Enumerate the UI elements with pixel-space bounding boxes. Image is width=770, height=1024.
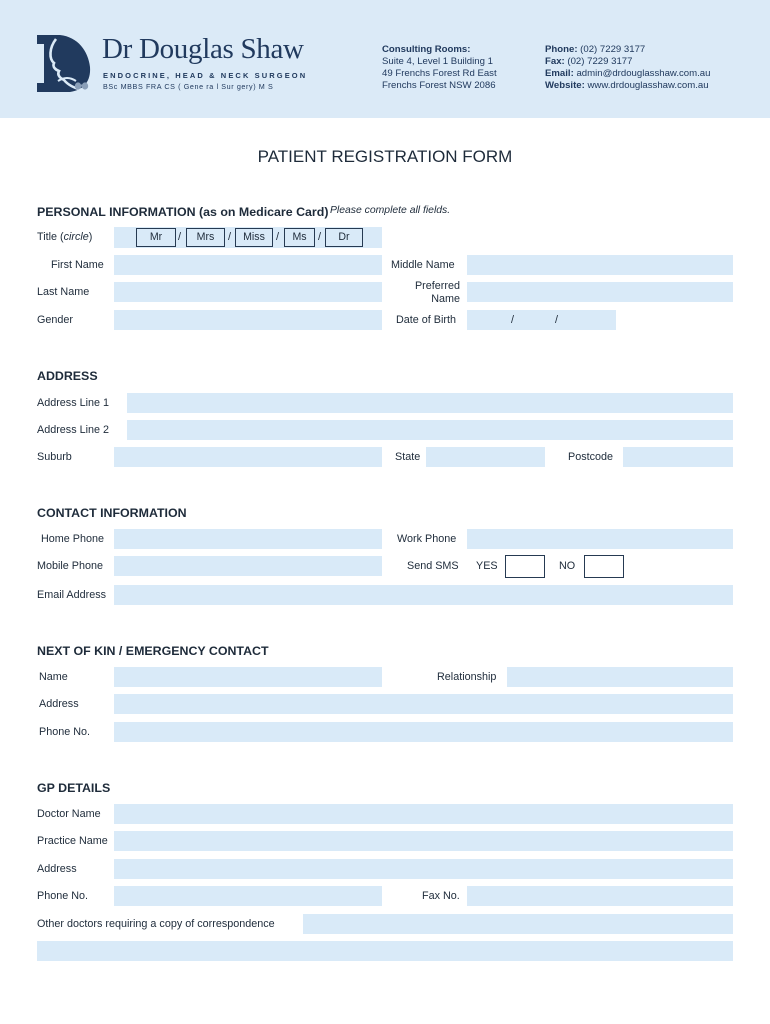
phone-value: (02) 7229 3177: [577, 44, 646, 55]
middle-name-label: Middle Name: [391, 259, 455, 271]
kin-address-field[interactable]: [114, 694, 733, 714]
kin-phone-label: Phone No.: [39, 726, 91, 738]
last-name-label: Last Name: [37, 286, 90, 298]
website-label: Website:: [545, 80, 585, 91]
gp-fax-field[interactable]: [467, 886, 733, 906]
address-line2-field[interactable]: [127, 420, 733, 440]
suburb-field[interactable]: [114, 447, 382, 467]
practice-name-label: Practice Name: [37, 835, 108, 847]
contact-heading: CONTACT INFORMATION: [37, 506, 187, 520]
title-option-mr[interactable]: Mr: [136, 228, 176, 247]
address-line1-label: Address Line 1: [37, 397, 110, 409]
first-name-field[interactable]: [114, 255, 382, 275]
email-label: Email:: [545, 68, 574, 79]
relationship-label: Relationship: [437, 671, 497, 683]
kin-heading: NEXT OF KIN / EMERGENCY CONTACT: [37, 644, 269, 658]
rooms-line: Frenchs Forest NSW 2086: [382, 80, 496, 91]
doctor-name-field[interactable]: [114, 804, 733, 824]
preferred-name-label: Preferred Name: [414, 280, 460, 305]
practice-name-field[interactable]: [114, 831, 733, 851]
dob-field[interactable]: [467, 310, 616, 330]
doctor-name-label: Doctor Name: [37, 808, 101, 820]
kin-address-label: Address: [39, 698, 79, 710]
doctor-name: Dr Douglas Shaw: [102, 33, 304, 65]
gender-label: Gender: [37, 314, 74, 326]
gp-address-field[interactable]: [114, 859, 733, 879]
form-title: PATIENT REGISTRATION FORM: [257, 147, 513, 166]
other-doctors-label: Other doctors requiring a copy of correspondence: [37, 918, 275, 930]
gender-field[interactable]: [114, 310, 382, 330]
fax-value: (02) 7229 3177: [564, 56, 633, 67]
work-phone-field[interactable]: [467, 529, 733, 549]
mobile-phone-field[interactable]: [114, 556, 382, 576]
title-label: Title (circle): [37, 231, 93, 243]
title-separator: /: [228, 231, 232, 243]
kin-name-field[interactable]: [114, 667, 382, 687]
relationship-field[interactable]: [507, 667, 733, 687]
home-phone-label: Home Phone: [41, 533, 105, 545]
state-field[interactable]: [426, 447, 545, 467]
gp-heading: GP DETAILS: [37, 781, 111, 795]
address-line2-label: Address Line 2: [37, 424, 110, 436]
title-option-miss[interactable]: Miss: [235, 228, 273, 247]
middle-name-field[interactable]: [467, 255, 733, 275]
consulting-rooms: [382, 44, 497, 92]
other-doctors-field-extra[interactable]: [37, 941, 733, 961]
state-label: State: [395, 451, 421, 463]
sms-no-checkbox[interactable]: [584, 555, 624, 578]
mobile-phone-label: Mobile Phone: [37, 560, 104, 572]
first-name-label: First Name: [51, 259, 104, 271]
send-sms-label: Send SMS: [407, 560, 459, 572]
email-value: admin@drdouglasshaw.com.au: [573, 68, 711, 79]
email-address-label: Email Address: [37, 589, 107, 601]
phone-label: Phone:: [545, 44, 578, 55]
rooms-label: Consulting Rooms:: [382, 44, 471, 55]
letterhead: [0, 0, 770, 118]
sms-no-label: NO: [559, 560, 576, 572]
sms-yes-label: YES: [476, 560, 498, 572]
sms-yes-checkbox[interactable]: [505, 555, 545, 578]
doctor-qualifications: BSc MBBS FRA CS ( Gene ra l Sur gery) M S: [103, 82, 274, 91]
title-option-dr[interactable]: Dr: [325, 228, 363, 247]
rooms-line: Suite 4, Level 1 Building 1: [382, 56, 493, 67]
last-name-field[interactable]: [114, 282, 382, 302]
doctor-specialty: ENDOCRINE, HEAD & NECK SURGEON: [103, 71, 308, 80]
dob-separator: /: [555, 314, 558, 326]
profile-logo-icon: [34, 33, 96, 95]
website-value: www.drdouglasshaw.com.au: [584, 80, 709, 91]
gp-phone-field[interactable]: [114, 886, 382, 906]
title-separator: /: [178, 231, 182, 243]
postcode-label: Postcode: [568, 451, 614, 463]
dob-separator: /: [511, 314, 514, 326]
home-phone-field[interactable]: [114, 529, 382, 549]
kin-name-label: Name: [39, 671, 68, 683]
other-doctors-field[interactable]: [303, 914, 733, 934]
title-option-ms[interactable]: Ms: [284, 228, 315, 247]
dob-label: Date of Birth: [396, 314, 457, 326]
gp-phone-label: Phone No.: [37, 890, 89, 902]
work-phone-label: Work Phone: [397, 533, 457, 545]
kin-phone-field[interactable]: [114, 722, 733, 742]
rooms-line: 49 Frenchs Forest Rd East: [382, 68, 497, 79]
gp-fax-label: Fax No.: [422, 890, 460, 902]
address-line1-field[interactable]: [127, 393, 733, 413]
contact-details: [545, 44, 710, 92]
fax-label: Fax:: [545, 56, 565, 67]
title-option-mrs[interactable]: Mrs: [186, 228, 225, 247]
preferred-name-field[interactable]: [467, 282, 733, 302]
gp-address-label: Address: [37, 863, 77, 875]
title-separator: /: [276, 231, 280, 243]
postcode-field[interactable]: [623, 447, 733, 467]
complete-all-note: Please complete all fields.: [330, 205, 451, 216]
personal-heading: PERSONAL INFORMATION (as on Medicare Card): [37, 205, 329, 219]
title-separator: /: [318, 231, 322, 243]
email-address-field[interactable]: [114, 585, 733, 605]
address-heading: ADDRESS: [37, 369, 98, 383]
suburb-label: Suburb: [37, 451, 72, 463]
